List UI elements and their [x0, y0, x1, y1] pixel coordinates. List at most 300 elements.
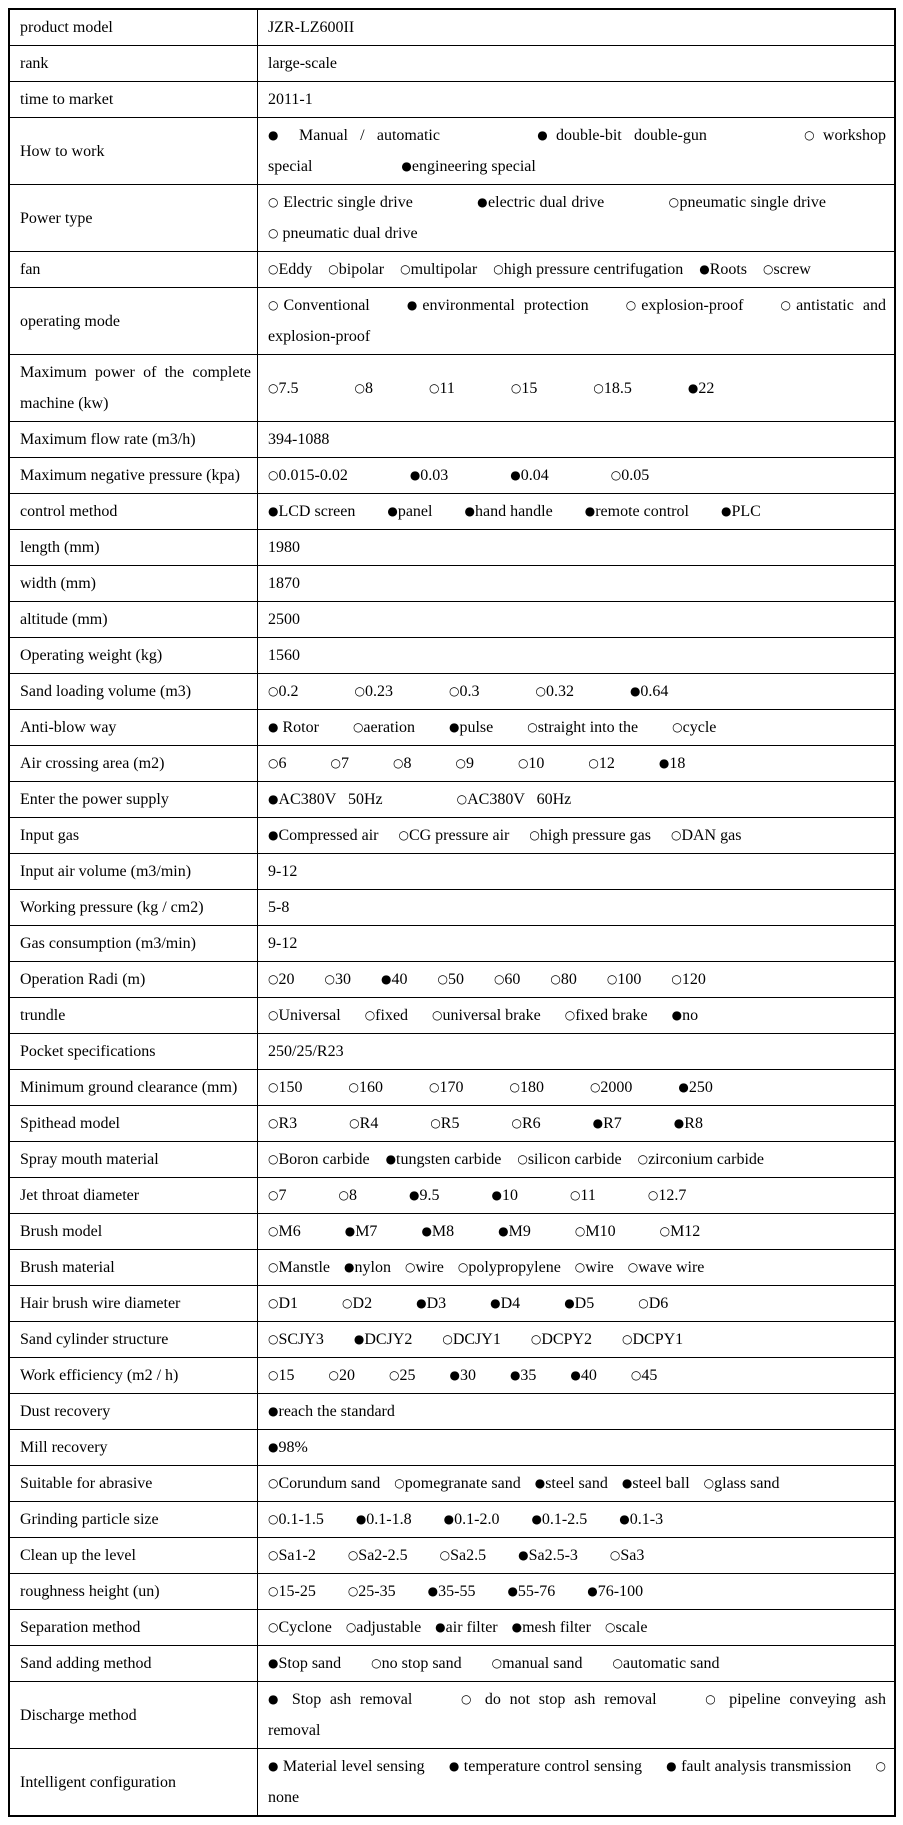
radio-on-icon: ● — [587, 1584, 598, 1598]
option — [622, 1475, 690, 1492]
option-label: nylon — [354, 1259, 391, 1276]
option-label: 55-76 — [517, 1583, 556, 1600]
option — [570, 1367, 596, 1384]
option-label: fixed brake — [575, 1007, 648, 1024]
option-label: electric dual drive — [488, 194, 605, 211]
spec-label: operating mode — [9, 288, 258, 355]
option — [570, 1187, 596, 1204]
spec-value — [258, 782, 896, 818]
spec-table — [8, 8, 896, 1817]
option — [444, 1511, 500, 1528]
spec-value — [258, 998, 896, 1034]
radio-on-icon: ● — [658, 756, 670, 770]
option — [430, 1115, 459, 1132]
option — [626, 297, 744, 314]
option-label: steel sand — [545, 1475, 608, 1492]
radio-off-icon: ○ — [612, 1656, 624, 1670]
option-label: multipolar — [410, 261, 478, 278]
radio-on-icon: ● — [268, 1440, 279, 1454]
radio-off-icon: ○ — [394, 1476, 405, 1490]
spec-value — [258, 1106, 896, 1142]
option-label: DCJY1 — [452, 1331, 501, 1348]
option-label: 7.5 — [278, 379, 299, 397]
option-label: 11 — [580, 1187, 596, 1204]
option-label: 35 — [520, 1367, 537, 1384]
option-label: 0.04 — [520, 467, 549, 484]
option — [669, 194, 826, 211]
radio-off-icon: ○ — [517, 1152, 528, 1166]
option-label: AC380V 60Hz — [467, 791, 572, 808]
spec-row — [9, 1322, 895, 1358]
option — [428, 1583, 476, 1600]
radio-on-icon: ● — [387, 504, 398, 518]
spec-row — [9, 1142, 895, 1178]
option-label: 30 — [459, 1367, 476, 1384]
spec-row — [9, 566, 895, 602]
option-label: pneumatic single drive — [679, 194, 826, 211]
option-label: R5 — [440, 1115, 460, 1132]
option — [763, 261, 811, 278]
option-label: 30 — [334, 971, 351, 988]
radio-off-icon: ○ — [574, 1260, 586, 1274]
spec-label: Spithead model — [9, 1106, 258, 1142]
option-label: bipolar — [338, 261, 385, 278]
radio-on-icon: ● — [268, 828, 279, 842]
option-label: 10 — [528, 755, 545, 772]
radio-off-icon: ○ — [509, 1080, 520, 1094]
option-label: Conventional — [283, 297, 370, 314]
option-label: 0.23 — [364, 683, 393, 700]
option — [535, 683, 573, 700]
option — [324, 971, 350, 988]
option — [622, 1331, 683, 1348]
option-label: 180 — [519, 1079, 544, 1096]
radio-off-icon: ○ — [268, 684, 279, 698]
radio-on-icon: ● — [687, 380, 699, 395]
radio-off-icon: ○ — [529, 828, 540, 842]
option-label: 80 — [560, 971, 577, 988]
radio-on-icon: ● — [564, 1296, 575, 1310]
option-label: 25 — [399, 1367, 416, 1384]
option — [512, 1619, 591, 1636]
spec-row — [9, 1574, 895, 1610]
radio-on-icon: ● — [380, 972, 392, 986]
option-label: 8 — [348, 1187, 357, 1204]
option — [630, 683, 668, 700]
spec-label: Intelligent configuration — [9, 1749, 258, 1817]
radio-on-icon: ● — [510, 468, 521, 482]
option-label: D5 — [574, 1295, 595, 1312]
spec-value — [258, 1610, 896, 1646]
spec-value — [258, 458, 896, 494]
option-label: 20 — [278, 971, 295, 988]
spec-value — [258, 355, 896, 422]
option — [268, 297, 370, 314]
option — [268, 1007, 341, 1024]
radio-off-icon: ○ — [780, 298, 797, 312]
spec-row — [9, 46, 895, 82]
radio-on-icon: ● — [268, 1692, 284, 1706]
radio-on-icon: ● — [448, 720, 460, 734]
option — [638, 1295, 668, 1312]
spec-row — [9, 926, 895, 962]
radio-off-icon: ○ — [430, 1116, 441, 1130]
spec-label: Maximum flow rate (m3/h) — [9, 422, 258, 458]
radio-on-icon: ● — [477, 195, 489, 209]
radio-on-icon: ● — [534, 1476, 546, 1490]
spec-label: Input air volume (m3/min) — [9, 854, 258, 890]
spec-label: Operating weight (kg) — [9, 638, 258, 674]
radio-off-icon: ○ — [804, 128, 823, 142]
spec-value — [258, 1286, 896, 1322]
spec-value — [258, 746, 896, 782]
spec-row — [9, 962, 895, 998]
option-label: screw — [773, 261, 811, 278]
option-label: 25-35 — [358, 1583, 396, 1600]
option-label: 15-25 — [278, 1583, 316, 1600]
radio-off-icon: ○ — [404, 1260, 416, 1274]
option-label: hand handle — [474, 503, 553, 520]
radio-off-icon: ○ — [268, 1224, 279, 1238]
spec-value — [258, 1749, 896, 1817]
spec-label: Spray mouth material — [9, 1142, 258, 1178]
spec-label: altitude (mm) — [9, 602, 258, 638]
radio-off-icon: ○ — [550, 972, 561, 986]
option — [268, 1475, 380, 1492]
spec-value — [258, 185, 896, 252]
radio-off-icon: ○ — [328, 1368, 339, 1382]
option — [268, 1619, 332, 1636]
option-label: Boron carbide — [278, 1151, 370, 1168]
spec-label: Work efficiency (m2 / h) — [9, 1358, 258, 1394]
option — [511, 1115, 540, 1132]
option-label: 0.64 — [640, 683, 669, 700]
option-label: straight into the — [537, 719, 639, 736]
option-label: M12 — [670, 1223, 701, 1240]
option-label: 120 — [681, 971, 706, 988]
option-label: AC380V 50Hz — [278, 791, 383, 808]
radio-on-icon: ● — [671, 1008, 683, 1022]
option-label: Compressed air — [278, 827, 379, 844]
radio-off-icon: ○ — [347, 1548, 359, 1562]
radio-off-icon: ○ — [527, 720, 538, 734]
spec-label: Sand adding method — [9, 1646, 258, 1682]
spec-row — [9, 854, 895, 890]
spec-value — [258, 1142, 896, 1178]
spec-label: fan — [9, 252, 258, 288]
option-label: 8 — [403, 755, 412, 772]
radio-on-icon: ● — [268, 1759, 279, 1773]
option — [518, 1547, 578, 1564]
radio-off-icon: ○ — [428, 380, 440, 395]
option-label: mesh filter — [522, 1619, 591, 1636]
option-label: R7 — [603, 1115, 622, 1132]
option-label: Manual / automatic — [286, 127, 440, 144]
option-label: 6 — [278, 755, 287, 772]
radio-on-icon: ● — [673, 1116, 685, 1130]
radio-on-icon: ● — [531, 1512, 542, 1526]
radio-off-icon: ○ — [622, 1332, 633, 1346]
radio-off-icon: ○ — [671, 972, 682, 986]
spec-row — [9, 1286, 895, 1322]
option-label: M9 — [508, 1223, 531, 1240]
option — [268, 1655, 341, 1672]
radio-off-icon: ○ — [638, 1296, 649, 1310]
option — [607, 971, 641, 988]
option-label: 12 — [598, 755, 615, 772]
radio-off-icon: ○ — [324, 972, 335, 986]
spec-row — [9, 710, 895, 746]
radio-off-icon: ○ — [670, 828, 682, 842]
option — [631, 1367, 657, 1384]
radio-off-icon: ○ — [535, 684, 546, 698]
option-label: engineering special — [411, 158, 536, 175]
radio-on-icon: ● — [268, 720, 279, 734]
option — [619, 1511, 663, 1528]
spec-label: Mill recovery — [9, 1430, 258, 1466]
option — [611, 467, 649, 484]
option — [268, 127, 440, 144]
spec-label: Grinding particle size — [9, 1502, 258, 1538]
option-label: high pressure gas — [539, 827, 651, 844]
option-label: 40 — [391, 971, 408, 988]
spec-value — [258, 1178, 896, 1214]
radio-off-icon: ○ — [569, 1188, 581, 1202]
spec-value-text: 1560 — [258, 638, 896, 674]
option — [699, 261, 747, 278]
radio-off-icon: ○ — [610, 468, 622, 482]
option-label: universal brake — [442, 1007, 541, 1024]
spec-value — [258, 1322, 896, 1358]
spec-value-text: 394-1088 — [258, 422, 896, 458]
option-label: 0.05 — [621, 467, 650, 484]
spec-row — [9, 355, 895, 422]
radio-off-icon: ○ — [439, 1548, 451, 1562]
option — [440, 1547, 486, 1564]
option — [510, 1367, 536, 1384]
option-label: temperature control sensing — [459, 1758, 642, 1775]
radio-off-icon: ○ — [875, 1759, 886, 1773]
option-label: R4 — [359, 1115, 379, 1132]
option — [393, 755, 411, 772]
option — [398, 827, 509, 844]
option-label: tungsten carbide — [396, 1151, 502, 1168]
option — [458, 1259, 561, 1276]
radio-off-icon: ○ — [703, 1476, 715, 1490]
spec-value — [258, 288, 896, 355]
option-label: manual sand — [502, 1655, 583, 1672]
spec-value — [258, 962, 896, 998]
option — [268, 194, 413, 211]
option — [550, 971, 576, 988]
option — [268, 1511, 324, 1528]
radio-on-icon: ● — [427, 1584, 439, 1598]
option-label: 45 — [641, 1367, 658, 1384]
option — [498, 1223, 531, 1240]
option-label: DAN gas — [681, 827, 742, 844]
spec-label: Input gas — [9, 818, 258, 854]
option — [437, 971, 463, 988]
radio-off-icon: ○ — [448, 684, 460, 698]
option-label: 0.1-3 — [629, 1511, 664, 1528]
option-label: 15 — [521, 379, 538, 397]
option-label: 40 — [580, 1367, 597, 1384]
option — [268, 719, 319, 736]
option-label: Material level sensing — [278, 1758, 425, 1775]
spec-row — [9, 602, 895, 638]
option — [671, 827, 741, 844]
option-label: 0.1-1.8 — [366, 1511, 412, 1528]
option-label: fault analysis transmission — [676, 1758, 852, 1775]
radio-off-icon: ○ — [530, 1332, 542, 1346]
option-label: Corundum sand — [278, 1475, 381, 1492]
radio-off-icon: ○ — [371, 1656, 382, 1670]
radio-on-icon: ● — [353, 1332, 365, 1346]
option-label: DCPY1 — [632, 1331, 684, 1348]
spec-row — [9, 1034, 895, 1070]
option-label: 7 — [340, 755, 349, 772]
radio-off-icon: ○ — [348, 1080, 359, 1094]
option-label: 0.2 — [278, 683, 299, 700]
option-label: none — [268, 1758, 890, 1806]
option — [268, 1547, 316, 1564]
option-label: adjustable — [356, 1619, 422, 1636]
option-label: 22 — [698, 379, 715, 397]
radio-on-icon: ● — [511, 1620, 523, 1634]
spec-row — [9, 1538, 895, 1574]
option — [492, 1655, 583, 1672]
option — [268, 1259, 330, 1276]
option-label: remote control — [595, 503, 689, 520]
option — [510, 467, 548, 484]
option-label: 0.32 — [545, 683, 574, 700]
option — [587, 1583, 643, 1600]
radio-off-icon: ○ — [342, 1296, 353, 1310]
spec-row — [9, 818, 895, 854]
option — [348, 1079, 382, 1096]
option — [346, 1619, 421, 1636]
radio-off-icon: ○ — [268, 1512, 279, 1526]
option — [268, 1691, 412, 1708]
radio-on-icon: ● — [699, 262, 710, 276]
spec-row — [9, 1610, 895, 1646]
spec-label: Maximum negative pressure (kpa) — [9, 458, 258, 494]
spec-label: Operation Radi (m) — [9, 962, 258, 998]
spec-row — [9, 1358, 895, 1394]
spec-value — [258, 818, 896, 854]
option-label: automatic sand — [623, 1655, 720, 1672]
option — [400, 261, 477, 278]
radio-off-icon: ○ — [630, 1368, 642, 1382]
option — [354, 683, 392, 700]
radio-on-icon: ● — [629, 684, 641, 698]
spec-value — [258, 252, 896, 288]
spec-label: Jet throat diameter — [9, 1178, 258, 1214]
spec-label: Gas consumption (m3/min) — [9, 926, 258, 962]
radio-on-icon: ● — [268, 792, 279, 806]
radio-off-icon: ○ — [588, 756, 599, 770]
option-label: 170 — [439, 1079, 464, 1096]
spec-row — [9, 185, 895, 252]
option-label: 0.03 — [420, 467, 449, 484]
radio-on-icon: ● — [449, 1368, 460, 1382]
spec-label: Enter the power supply — [9, 782, 258, 818]
radio-off-icon: ○ — [268, 262, 279, 276]
option — [268, 380, 298, 397]
radio-off-icon: ○ — [457, 1260, 469, 1274]
option-label: 20 — [338, 1367, 355, 1384]
option — [268, 1331, 324, 1348]
option — [394, 1475, 520, 1492]
spec-label: Power type — [9, 185, 258, 252]
option — [338, 1187, 356, 1204]
option-label: D3 — [426, 1295, 447, 1312]
option — [575, 1223, 616, 1240]
spec-value-text: 2011-1 — [258, 82, 896, 118]
option — [659, 755, 685, 772]
spec-row — [9, 1430, 895, 1466]
option — [509, 1079, 543, 1096]
radio-off-icon: ○ — [564, 1008, 576, 1022]
option — [518, 755, 544, 772]
spec-row — [9, 890, 895, 926]
option — [365, 1007, 408, 1024]
radio-off-icon: ○ — [625, 298, 642, 312]
option — [330, 755, 348, 772]
spec-value — [258, 1430, 896, 1466]
option-label: no stop sand — [381, 1655, 462, 1672]
option-label: zirconium carbide — [648, 1151, 765, 1168]
option — [381, 971, 407, 988]
option — [648, 1187, 686, 1204]
option-label: Sa2.5 — [450, 1547, 487, 1564]
radio-on-icon: ● — [268, 1404, 279, 1418]
option — [268, 225, 418, 242]
radio-on-icon: ● — [344, 1260, 355, 1274]
option-label: wire — [415, 1259, 444, 1276]
spec-row — [9, 1214, 895, 1250]
option — [345, 1223, 378, 1240]
option — [464, 503, 552, 520]
spec-label: Separation method — [9, 1610, 258, 1646]
radio-off-icon: ○ — [606, 972, 618, 986]
option — [268, 683, 298, 700]
option — [678, 1079, 712, 1096]
option-label: 50 — [447, 971, 464, 988]
option-label: CG pressure air — [408, 827, 510, 844]
radio-on-icon: ● — [409, 468, 421, 482]
spec-row — [9, 1394, 895, 1430]
option — [268, 1187, 286, 1204]
spec-value — [258, 1358, 896, 1394]
option — [517, 1151, 621, 1168]
radio-on-icon: ● — [385, 1152, 397, 1166]
spec-value — [258, 1682, 896, 1749]
radio-on-icon: ● — [570, 1368, 581, 1382]
radio-off-icon: ○ — [672, 720, 683, 734]
spec-label: Maximum power of the complete machine (kw) — [9, 355, 258, 422]
radio-on-icon: ● — [621, 1476, 633, 1490]
option-label: Rotor — [278, 719, 319, 736]
option — [268, 1115, 297, 1132]
option-label: 35-55 — [438, 1583, 476, 1600]
option — [688, 380, 714, 397]
spec-row — [9, 1502, 895, 1538]
option-label: Stop ash removal — [283, 1691, 413, 1708]
spec-value — [258, 1646, 896, 1682]
option — [354, 380, 372, 397]
spec-label: Air crossing area (m2) — [9, 746, 258, 782]
